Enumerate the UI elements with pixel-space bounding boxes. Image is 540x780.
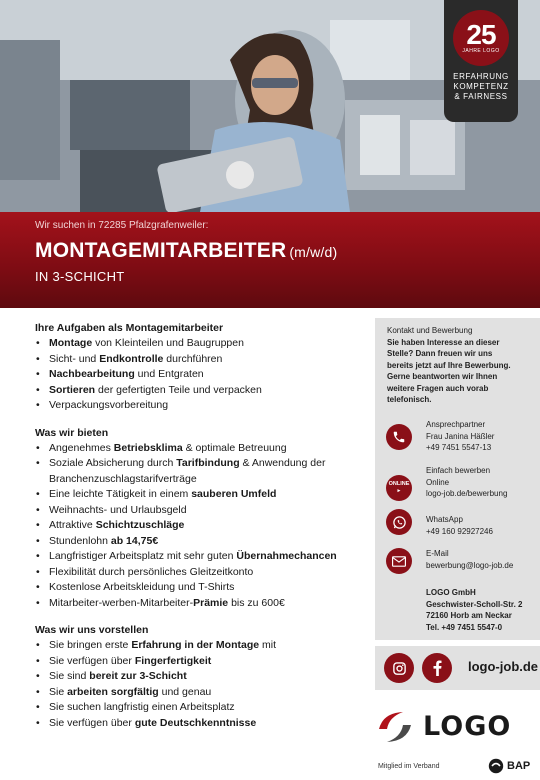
job-title-suffix: (m/w/d) [289, 244, 338, 260]
list-item [35, 534, 365, 550]
list-item-text: Sicht- und [49, 352, 100, 365]
whatsapp-icon[interactable] [386, 509, 412, 535]
section-title: Ihre Aufgaben als Montagemitarbeiter [35, 322, 224, 334]
claim-line: KOMPETENZ [453, 82, 509, 91]
list-item-text: Sie sind [49, 670, 90, 682]
list-item-text: mit [259, 639, 276, 651]
list-item-highlight: Sortieren [49, 383, 96, 396]
online-badge-label: ONLINE [388, 481, 410, 487]
logo-mark-icon [375, 709, 415, 745]
company-address [426, 587, 522, 633]
list-item-highlight: Nachbearbeitung [49, 368, 135, 380]
list-item-text: Langfristiger Arbeitsplatz mit sehr guten [49, 550, 237, 562]
bap-text: BAP [507, 760, 531, 772]
member-note: Mitglied im Verband [378, 763, 440, 770]
bap-mark-icon [488, 758, 504, 774]
contact-line: telefonisch. [387, 395, 432, 404]
online-apply-link[interactable]: logo-job.de/bewerbung [426, 489, 508, 498]
list-item-text: Soziale Absicherung durch [49, 457, 177, 469]
list-item-text: Mitarbeiter-werben-Mitarbeiter- [49, 596, 194, 609]
email-address[interactable]: bewerbung@logo-job.de [426, 560, 514, 570]
contact-line: Gerne beantworten wir Ihnen [387, 372, 498, 381]
list-item-highlight: Tarifbindung [176, 457, 240, 469]
anniversary-claim [453, 72, 509, 102]
list-item [35, 441, 365, 457]
email-icon[interactable] [386, 548, 412, 574]
facebook-icon[interactable] [422, 653, 452, 683]
contact-line: weitere Fragen auch vorab [387, 383, 489, 393]
list-item-text: Sie suchen langfristig einen Arbeitsplatz [49, 701, 235, 713]
list-item-text: und Entgraten [134, 368, 204, 380]
anniversary-number: 25 [466, 19, 496, 50]
list-item [35, 654, 365, 670]
list-item-text: Verpackungsvorbereitung [49, 399, 169, 411]
banner-intro: Wir suchen in 72285 Pfalzgrafenweiler: [35, 220, 209, 231]
list-item-highlight: Betriebsklima [113, 441, 183, 454]
list-item [35, 685, 365, 701]
list-item [35, 565, 365, 581]
bullet-list [35, 441, 365, 612]
list-item-text: von Kleinteilen und Baugruppen [92, 337, 244, 349]
contact-line: Sie haben Interesse an dieser [387, 337, 500, 347]
list-item-text: Kostenlose Arbeitskleidung und T-Shirts [49, 581, 235, 593]
bap-logo [488, 758, 530, 774]
list-item-text: Sie verfügen über [49, 716, 135, 729]
list-item-text: & Anwendung der Branchenzuschlagstarifverträge [49, 457, 326, 485]
job-banner [0, 212, 540, 308]
website-link[interactable]: logo-job.de [468, 659, 539, 674]
list-item [35, 716, 365, 732]
list-item-text: Flexibilität durch persönliches Gleitzeitkonto [49, 565, 254, 578]
instagram-icon[interactable] [384, 653, 414, 683]
list-item [35, 487, 365, 503]
list-item-highlight: Montage [49, 337, 93, 349]
list-item [35, 669, 365, 685]
list-item-text: durchführen [163, 352, 223, 365]
company-name: LOGO GmbH [426, 588, 476, 597]
job-title [35, 239, 337, 263]
phone-icon[interactable] [386, 424, 412, 450]
contact-person-name: Frau Janina Häßler [426, 431, 495, 441]
list-item-highlight: Erfahrung in der Montage [131, 639, 260, 651]
contact-person [426, 419, 494, 454]
list-item-text: und genau [158, 685, 212, 698]
list-item-text: Attraktive [49, 519, 96, 531]
email-contact [426, 548, 513, 571]
list-item-highlight: Schichtzuschläge [95, 519, 185, 531]
contact-person-label: Ansprechpartner [426, 420, 486, 429]
anniversary-sub: JAHRE LOGO [462, 48, 500, 54]
list-item-text: Stundenlohn [49, 534, 111, 547]
list-item [35, 398, 365, 414]
contact-block [387, 325, 511, 406]
whatsapp-number[interactable]: +49 160 92927246 [426, 526, 493, 536]
section-title: Was wir bieten [35, 426, 109, 439]
list-item-text: & optimale Betreuung [182, 441, 287, 454]
list-item-highlight: Endkontrolle [99, 352, 164, 365]
list-item-text: bis zu 600€ [228, 596, 285, 609]
online-apply-label: Einfach bewerben [426, 466, 491, 475]
list-item [35, 596, 365, 612]
logo-wordmark: LOGO [423, 711, 512, 742]
company-phone[interactable]: Tel. +49 7451 5547-0 [426, 622, 503, 632]
list-item [35, 518, 365, 534]
list-item-text: Eine leichte Tätigkeit in einem [49, 488, 192, 500]
section-title: Was wir uns vorstellen [35, 624, 149, 636]
list-item-highlight: Übernahmechancen [236, 550, 337, 562]
company-city: 72160 Horb am Neckar [426, 611, 512, 620]
list-item-highlight: Fingerfertigkeit [134, 654, 212, 667]
company-logo [375, 707, 535, 747]
list-item [35, 503, 365, 519]
list-item [35, 367, 365, 383]
list-item-text: Weihnachts- und Urlaubsgeld [49, 503, 187, 516]
list-item-text: der gefertigten Teile und verpacken [95, 383, 262, 396]
list-item [35, 336, 365, 352]
list-item [35, 383, 365, 399]
list-item-text: Sie bringen erste [49, 639, 132, 651]
list-item [35, 352, 365, 368]
company-street: Geschwister-Scholl-Str. 2 [426, 599, 523, 609]
contact-sidebar [375, 318, 540, 640]
whatsapp-contact [426, 514, 493, 537]
anniversary-circle [453, 10, 509, 66]
list-item-highlight: ab 14,75€ [110, 534, 159, 547]
list-item-highlight: gute Deutschkenntnisse [134, 716, 257, 729]
job-title-text: MONTAGEMITARBEITER [35, 239, 287, 262]
job-shift: IN 3-SCHICHT [35, 269, 125, 284]
claim-line: & FAIRNESS [454, 92, 508, 101]
hero-photo [0, 0, 540, 212]
whatsapp-label: WhatsApp [426, 515, 463, 524]
anniversary-badge [444, 0, 518, 122]
list-item [35, 549, 365, 565]
list-item-highlight: bereit zur 3-Schicht [89, 670, 187, 682]
bullet-list [35, 638, 365, 731]
job-description [35, 322, 365, 744]
social-bar [375, 646, 540, 690]
contact-person-phone[interactable]: +49 7451 5547-13 [426, 443, 492, 452]
bullet-list [35, 336, 365, 414]
list-item-highlight: arbeiten sorgfältig [67, 685, 159, 698]
online-apply-sub: Online [426, 477, 450, 487]
contact-title: Kontakt und Bewerbung [387, 326, 473, 335]
list-item [35, 580, 365, 596]
claim-line: ERFAHRUNG [453, 72, 509, 81]
online-icon[interactable]: ONLINE ► [386, 475, 412, 501]
list-item-text: Sie verfügen über [49, 654, 135, 667]
email-label: E-Mail [426, 549, 449, 558]
list-item-highlight: Prämie [193, 596, 229, 609]
list-item-text: Angenehmes [49, 441, 114, 454]
contact-line: bereits jetzt auf Ihre Bewerbung. [387, 360, 511, 370]
contact-text [387, 337, 511, 406]
contact-line: Stelle? Dann freuen wir uns [387, 349, 493, 358]
list-item [35, 456, 365, 487]
list-item-text: Sie [49, 685, 68, 698]
list-item [35, 700, 365, 716]
list-item [35, 638, 365, 654]
list-item-highlight: sauberen Umfeld [191, 488, 277, 500]
online-apply [426, 465, 507, 500]
